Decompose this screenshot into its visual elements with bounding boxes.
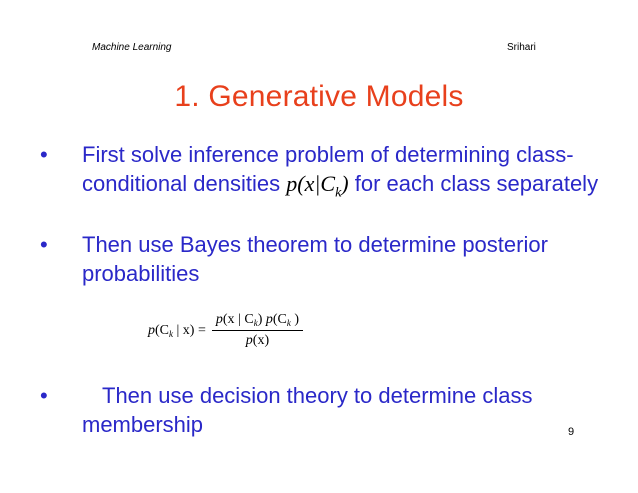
math-close: ): [341, 171, 349, 196]
bullet-item-2: [40, 230, 602, 288]
formula-lhs-rest: | x) =: [173, 322, 206, 338]
formula-fraction: [212, 312, 303, 349]
formula-num-d: ): [290, 312, 300, 327]
bullet-item-1: [40, 140, 602, 207]
page-number: 9: [568, 426, 575, 438]
formula-numerator: [212, 312, 303, 330]
bullet-marker: •: [40, 383, 48, 408]
formula-num-p2: p: [265, 312, 273, 327]
class-conditional-density-math: [286, 171, 349, 201]
formula-num-sub2: k: [286, 318, 291, 328]
bullet-item-3: [40, 381, 602, 439]
formula-den-p: p: [245, 333, 253, 348]
header-author: Srihari: [507, 42, 536, 53]
formula-den-rest: (x): [252, 333, 270, 348]
bullet-1-text-before: First solve inference problem of determining class-conditional densities: [82, 142, 574, 196]
header-course: Machine Learning: [92, 42, 172, 53]
formula-lhs: [148, 323, 206, 339]
formula-num-p1: p: [215, 312, 223, 327]
bullet-marker: •: [40, 142, 48, 167]
formula-num-b: ): [257, 312, 266, 327]
math-sub-k: k: [335, 185, 342, 201]
formula-denominator: [246, 331, 269, 349]
bullet-1-text-after: for each class separately: [348, 171, 599, 196]
formula-num-c: (C: [272, 312, 287, 327]
slide-title: 1. Generative Models: [174, 80, 464, 113]
bullet-3-text: Then use decision theory to determine class membership: [82, 383, 533, 437]
formula-lhs-p: p: [148, 322, 155, 338]
formula-lhs-sub: k: [169, 328, 173, 339]
bullet-text-1: [82, 140, 602, 207]
bullet-text-3: [82, 381, 602, 439]
bayes-formula: [148, 312, 303, 349]
formula-lhs-open: (C: [155, 322, 169, 338]
math-p-x-c: p(x|C: [286, 171, 336, 196]
bullet-text-2: Then use Bayes theorem to determine posterior probabilities: [82, 232, 548, 286]
bullet-marker: •: [40, 232, 48, 257]
formula-num-a: (x | C: [222, 312, 254, 327]
formula-num-sub1: k: [253, 318, 258, 328]
